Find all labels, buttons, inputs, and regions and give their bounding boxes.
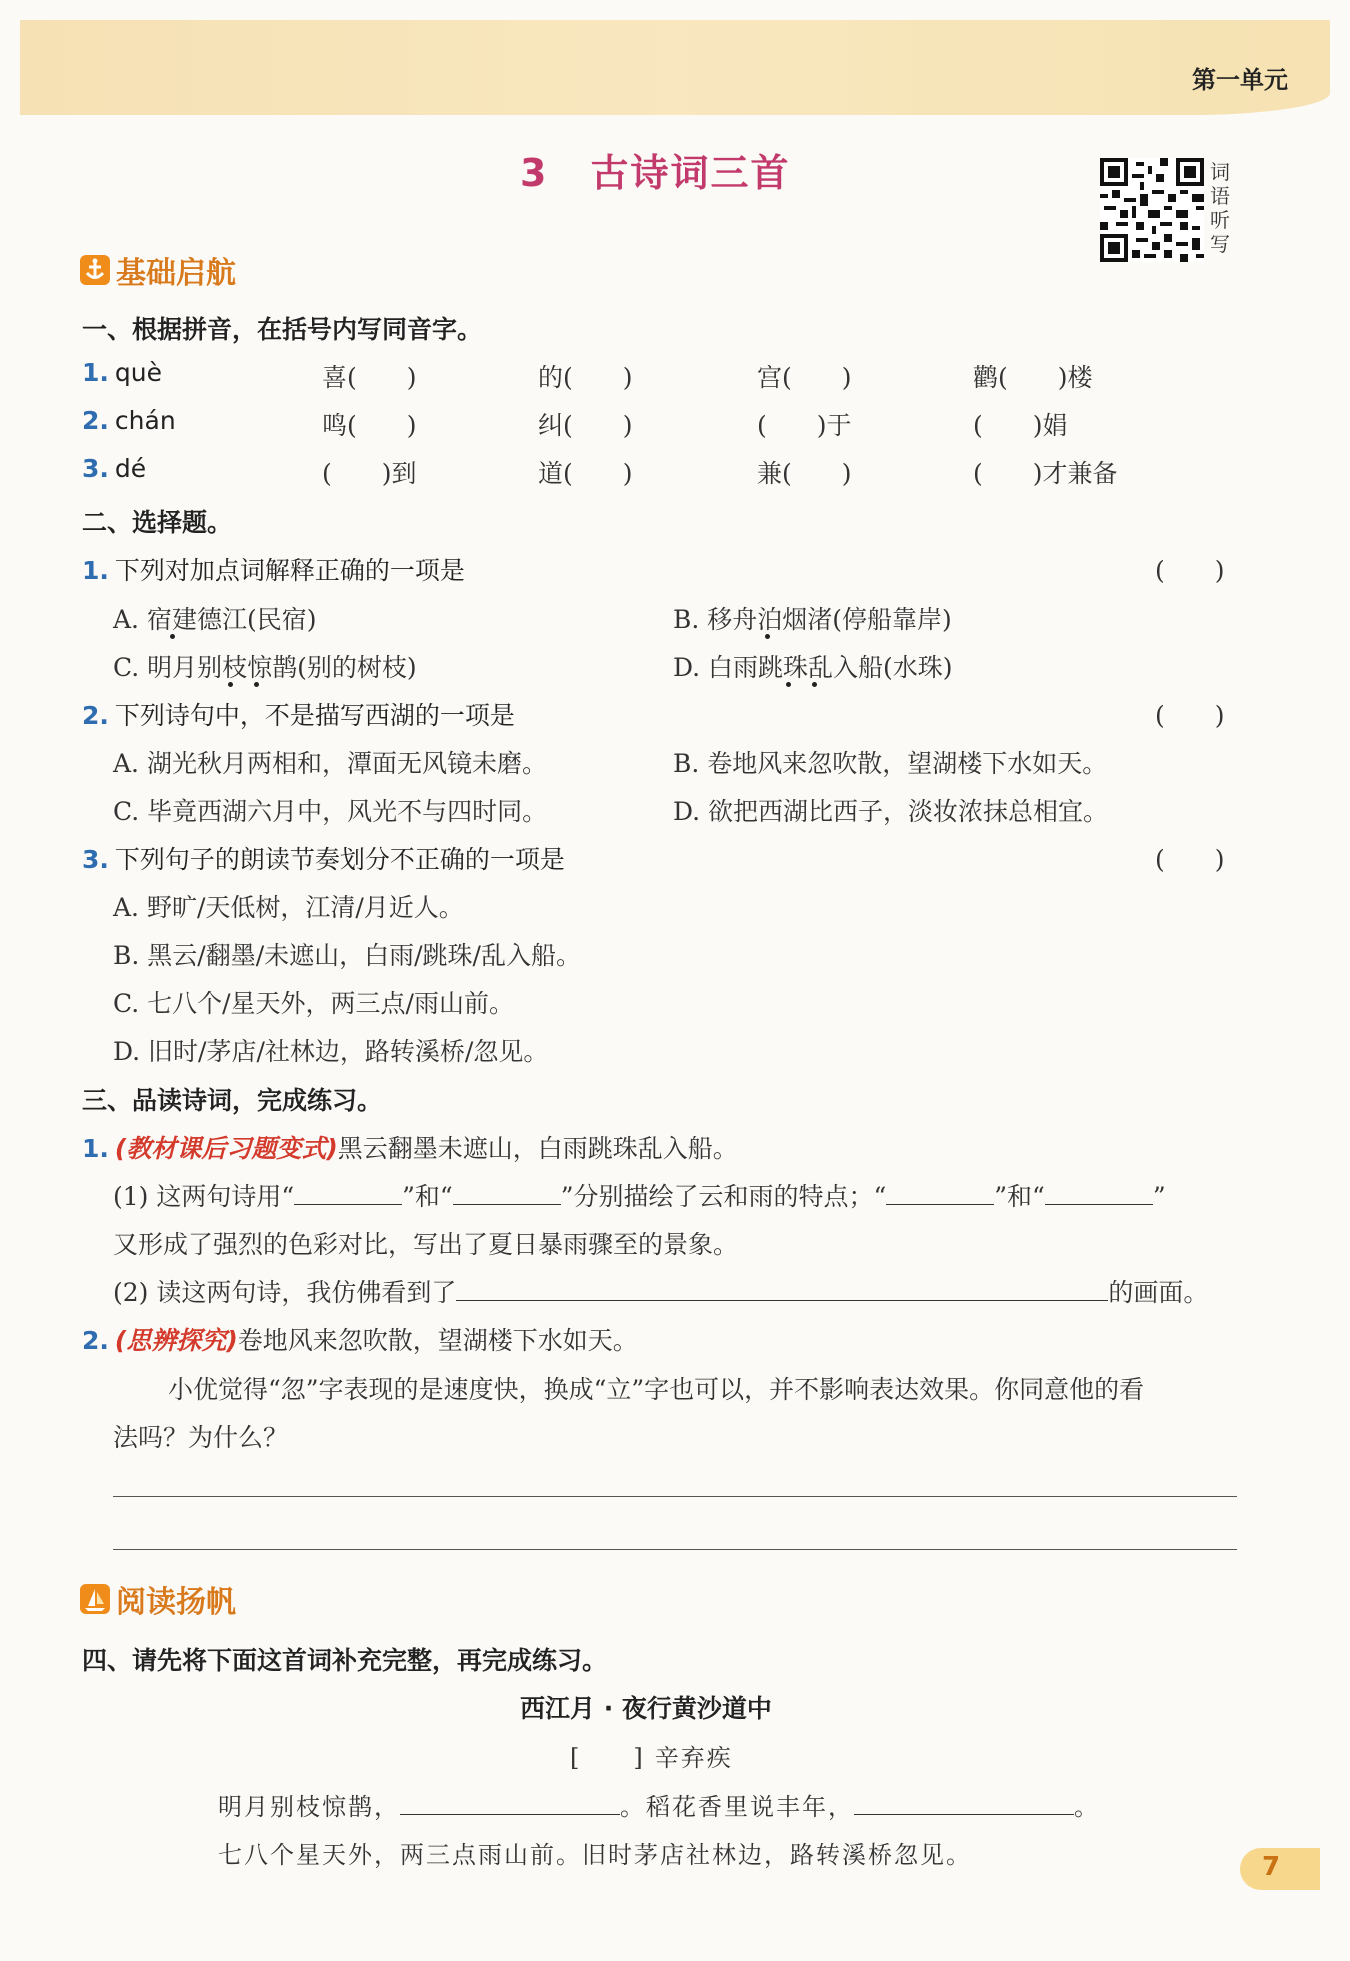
blank-chan-1[interactable]: 鸣( ) (322, 411, 417, 440)
emphasis-dot (812, 682, 817, 687)
lesson-title-text: 古诗词三首 (590, 151, 791, 195)
text: ”分别描绘了云和雨的特点；“ (560, 1182, 887, 1211)
blank-que-1[interactable]: 喜( ) (322, 363, 417, 392)
option-c[interactable]: C. 毕竟西湖六月中，风光不与四时同。 (113, 797, 548, 826)
answer-paren-1[interactable]: ( ) (1155, 556, 1225, 585)
subquestion-1-cont: 又形成了强烈的色彩对比，写出了夏日暴雨骤至的景象。 (113, 1230, 739, 1259)
question-stem: 下列诗句中，不是描写西湖的一项是 (114, 701, 515, 730)
page-number: 7 (1262, 1852, 1281, 1882)
qr-code-icon[interactable] (1100, 158, 1204, 262)
answer-paren-3[interactable]: ( ) (1155, 845, 1225, 874)
emphasis-dot (765, 634, 770, 639)
option-a[interactable]: A. 湖光秋月两相和，潭面无风镜未磨。 (113, 749, 547, 778)
anchor-icon (80, 255, 110, 285)
question-body-cont: 法吗？为什么？ (113, 1423, 289, 1452)
question-number: 3. (82, 454, 109, 483)
mc-question-3 (82, 840, 565, 876)
poem-text: 。 (1074, 1793, 1100, 1821)
blank-chan-2[interactable]: 纠( ) (538, 411, 633, 440)
poem-blank[interactable] (854, 1792, 1074, 1815)
text: (2) 读这两句诗，我仿佛看到了 (113, 1278, 457, 1307)
poem-author: 辛弃疾 (654, 1744, 733, 1772)
part2-heading: 二、选择题。 (82, 508, 233, 537)
question-number: 2. (82, 1326, 109, 1355)
part1-heading: 一、根据拼音，在括号内写同音字。 (82, 315, 483, 344)
mc-question-2 (82, 696, 515, 732)
poem-text: 明月别枝惊鹊， (218, 1793, 400, 1821)
emphasis-dot (228, 682, 233, 687)
quoted-verse: 卷地风来忽吹散，望湖楼下水如天。 (237, 1326, 638, 1355)
option-b[interactable]: B. 移舟泊烟渚(停船靠岸) (673, 605, 952, 634)
qr-caption: 词语听写 (1210, 160, 1230, 256)
question-stem: 下列对加点词解释正确的一项是 (114, 556, 465, 585)
unit-label: 第一单元 (1192, 66, 1288, 94)
quoted-verse: 黑云翻墨未遮山，白雨跳珠乱入船。 (337, 1134, 738, 1163)
emphasis-dot (170, 634, 175, 639)
emphasis-dot (786, 682, 791, 687)
question-number: 1. (82, 358, 109, 387)
pinyin: dé (114, 454, 147, 483)
text: (1) 这两句诗用“ (113, 1182, 295, 1211)
lesson-title (520, 142, 790, 197)
answer-blank[interactable] (1045, 1182, 1153, 1205)
mc-question-1 (82, 551, 465, 587)
option-d[interactable]: D. 旧时/茅店/社林边，路转溪桥/忽见。 (113, 1037, 549, 1066)
answer-line[interactable] (113, 1549, 1237, 1550)
question-tag: (教材课后习题变式) (114, 1134, 338, 1163)
poem-line-1 (218, 1787, 1100, 1822)
subquestion-2 (113, 1273, 1208, 1309)
option-b[interactable]: B. 卷地风来忽吹散，望湖楼下水如天。 (673, 749, 1108, 778)
blank-que-2[interactable]: 的( ) (538, 363, 633, 392)
option-a[interactable]: A. 宿建德江(民宿) (113, 605, 317, 634)
section-reading-label: 阅读扬帆 (116, 1585, 236, 1620)
blank-de-3[interactable]: 兼( ) (757, 459, 852, 488)
option-d[interactable]: D. 欲把西湖比西子，淡妆浓抹总相宜。 (673, 797, 1109, 826)
reading-question-1 (82, 1129, 738, 1165)
reading-question-2 (82, 1321, 638, 1357)
pinyin-row-3 (82, 454, 146, 483)
text: 的画面。 (1108, 1278, 1209, 1307)
section-basic-label: 基础启航 (116, 256, 236, 291)
poem-title: 西江月 · 夜行黄沙道中 (520, 1694, 772, 1723)
answer-blank[interactable] (456, 1278, 1108, 1301)
option-d[interactable]: D. 白雨跳珠乱入船(水珠) (673, 653, 953, 682)
pinyin-row-2 (82, 406, 176, 435)
poem-author-line (570, 1738, 733, 1773)
text: ”和“ (402, 1182, 453, 1211)
header-band (20, 20, 1330, 115)
answer-blank[interactable] (886, 1182, 994, 1205)
sail-icon (80, 1584, 110, 1614)
text: ”和“ (994, 1182, 1045, 1211)
option-c[interactable]: C. 七八个/星天外，两三点/雨山前。 (113, 989, 514, 1018)
section-basic (80, 248, 236, 292)
blank-que-4[interactable]: 鹳( )楼 (973, 363, 1093, 392)
answer-blank[interactable] (453, 1182, 561, 1205)
pinyin: què (114, 358, 163, 387)
answer-line[interactable] (113, 1496, 1237, 1497)
option-c[interactable]: C. 明月别枝惊鹊(别的树枝) (113, 653, 417, 682)
question-number: 1. (82, 1134, 109, 1163)
question-number: 3. (82, 845, 109, 874)
blank-que-3[interactable]: 宫( ) (757, 363, 852, 392)
subquestion-1 (113, 1177, 1166, 1213)
answer-paren-2[interactable]: ( ) (1155, 701, 1225, 730)
lesson-number: 3 (520, 151, 549, 195)
emphasis-dot (254, 682, 259, 687)
question-number: 2. (82, 406, 109, 435)
part3-heading: 三、品读诗词，完成练习。 (82, 1086, 383, 1115)
text: ” (1152, 1182, 1166, 1211)
poem-blank[interactable] (400, 1792, 620, 1815)
question-number: 1. (82, 556, 109, 585)
section-reading (80, 1577, 236, 1621)
poem-line-2: 七八个星天外，两三点雨山前。旧时茅店社林边，路转溪桥忽见。 (218, 1841, 972, 1869)
question-tag: (思辨探究) (114, 1326, 238, 1355)
pinyin: chán (114, 406, 176, 435)
blank-de-1[interactable]: ( )到 (322, 459, 417, 488)
blank-chan-4[interactable]: ( )娟 (973, 411, 1068, 440)
question-stem: 下列句子的朗读节奏划分不正确的一项是 (114, 845, 565, 874)
question-number: 2. (82, 701, 109, 730)
pinyin-row-1 (82, 358, 162, 387)
answer-blank[interactable] (294, 1182, 402, 1205)
dynasty-blank[interactable]: [ ] (570, 1744, 645, 1772)
blank-chan-3[interactable]: ( )于 (757, 411, 852, 440)
option-b[interactable]: B. 黑云/翻墨/未遮山，白雨/跳珠/乱入船。 (113, 941, 581, 970)
blank-de-4[interactable]: ( )才兼备 (973, 459, 1118, 488)
option-a[interactable]: A. 野旷/天低树，江清/月近人。 (113, 893, 464, 922)
question-body: 小优觉得“忽”字表现的是速度快，换成“立”字也可以，并不影响表达效果。你同意他的看 (168, 1375, 1145, 1404)
blank-de-2[interactable]: 道( ) (538, 459, 633, 488)
part4-heading: 四、请先将下面这首词补充完整，再完成练习。 (82, 1646, 608, 1675)
poem-text: 。稻花香里说丰年， (620, 1793, 854, 1821)
